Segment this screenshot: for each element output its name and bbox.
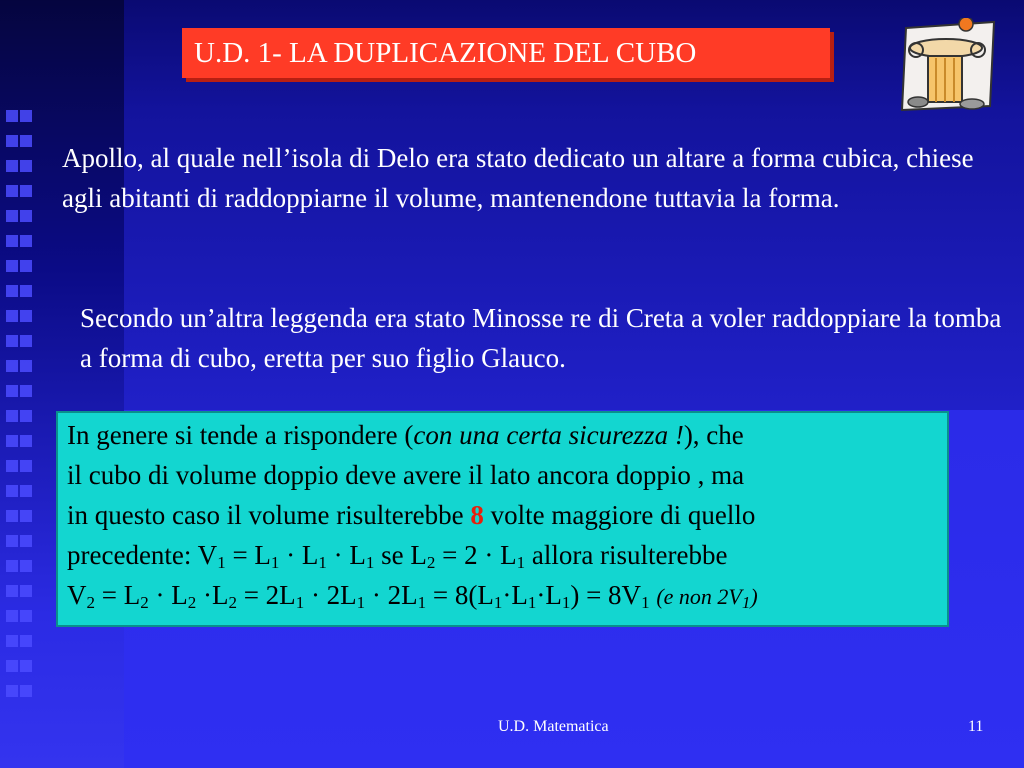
footer-label: U.D. Matematica bbox=[498, 718, 609, 735]
decor-square bbox=[6, 410, 18, 422]
decor-square bbox=[20, 160, 32, 172]
decor-square bbox=[6, 310, 18, 322]
decor-square bbox=[20, 485, 32, 497]
decor-square bbox=[20, 135, 32, 147]
decor-square bbox=[20, 260, 32, 272]
decor-square bbox=[6, 485, 18, 497]
decor-square bbox=[6, 335, 18, 347]
decor-square bbox=[20, 335, 32, 347]
decor-square bbox=[6, 160, 18, 172]
decor-square bbox=[20, 185, 32, 197]
highlight-number: 8 bbox=[470, 500, 484, 530]
decor-square bbox=[6, 135, 18, 147]
decor-square bbox=[6, 110, 18, 122]
decor-square bbox=[6, 610, 18, 622]
decor-square bbox=[20, 535, 32, 547]
decor-square bbox=[6, 185, 18, 197]
decor-square bbox=[6, 285, 18, 297]
page-number: 11 bbox=[968, 718, 984, 735]
decor-square bbox=[6, 210, 18, 222]
decor-square bbox=[6, 560, 18, 572]
decor-square bbox=[20, 660, 32, 672]
greek-column-clipart-icon bbox=[898, 18, 998, 116]
decor-square bbox=[20, 110, 32, 122]
italic-remark: con una certa sicurezza ! bbox=[413, 420, 684, 450]
decor-square bbox=[20, 410, 32, 422]
decor-square bbox=[20, 585, 32, 597]
decor-square bbox=[20, 435, 32, 447]
decor-square bbox=[6, 385, 18, 397]
box-line-3: in questo caso il volume risulterebbe 8 volte maggiore di quello bbox=[67, 500, 756, 530]
decor-square bbox=[6, 535, 18, 547]
box-line-4: precedente: $V_1 = L_1 \cdot L_1 \cdot L_1$ se $L_2 = 2 \cdot L_1$ allora risulterebbe bbox=[67, 540, 728, 572]
box-line-5: $V_2 = L_2 \cdot L_2 \cdot L_2 = 2L_1 \cdot 2L_1 \cdot 2L_1 = 8(L_1\cdot L_1\cdot L_1) = 8V_1$ (e non $2V_1$) bbox=[67, 580, 758, 612]
decor-square bbox=[20, 360, 32, 372]
paragraph-minosse: Secondo un’altra leggenda era stato Minosse re di Creta a voler raddoppiare la tomba a forma di cubo, eretta per suo figlio Glauco. bbox=[80, 303, 1002, 373]
box-line-1: In genere si tende a rispondere (con una certa sicurezza !), che bbox=[67, 420, 744, 450]
decor-square bbox=[6, 635, 18, 647]
decor-square bbox=[20, 460, 32, 472]
decor-square bbox=[20, 385, 32, 397]
decor-square bbox=[6, 360, 18, 372]
decor-square bbox=[20, 210, 32, 222]
decor-square bbox=[6, 685, 18, 697]
decor-square bbox=[6, 235, 18, 247]
decor-square bbox=[20, 285, 32, 297]
decor-square bbox=[6, 435, 18, 447]
paragraph-apollo: Apollo, al quale nell’isola di Delo era stato dedicato un altare a forma cubica, chiese agli abitanti di raddoppiarne il volume, mantenendone tuttavia la forma. bbox=[62, 143, 974, 213]
decor-square bbox=[6, 510, 18, 522]
decor-square bbox=[20, 310, 32, 322]
decor-square bbox=[6, 260, 18, 272]
decor-square bbox=[20, 510, 32, 522]
decor-square bbox=[20, 560, 32, 572]
box-line-2: il cubo di volume doppio deve avere il lato ancora doppio , ma bbox=[67, 460, 745, 490]
decor-square bbox=[20, 635, 32, 647]
highlight-box bbox=[56, 411, 949, 627]
slide-title: U.D. 1- LA DUPLICAZIONE DEL CUBO bbox=[182, 28, 830, 78]
decor-square bbox=[20, 235, 32, 247]
decor-square bbox=[6, 585, 18, 597]
decor-square bbox=[6, 660, 18, 672]
decor-square bbox=[20, 610, 32, 622]
decor-square bbox=[6, 460, 18, 472]
decor-square bbox=[20, 685, 32, 697]
note-remark: (e non $2V_1$) bbox=[656, 584, 758, 612]
